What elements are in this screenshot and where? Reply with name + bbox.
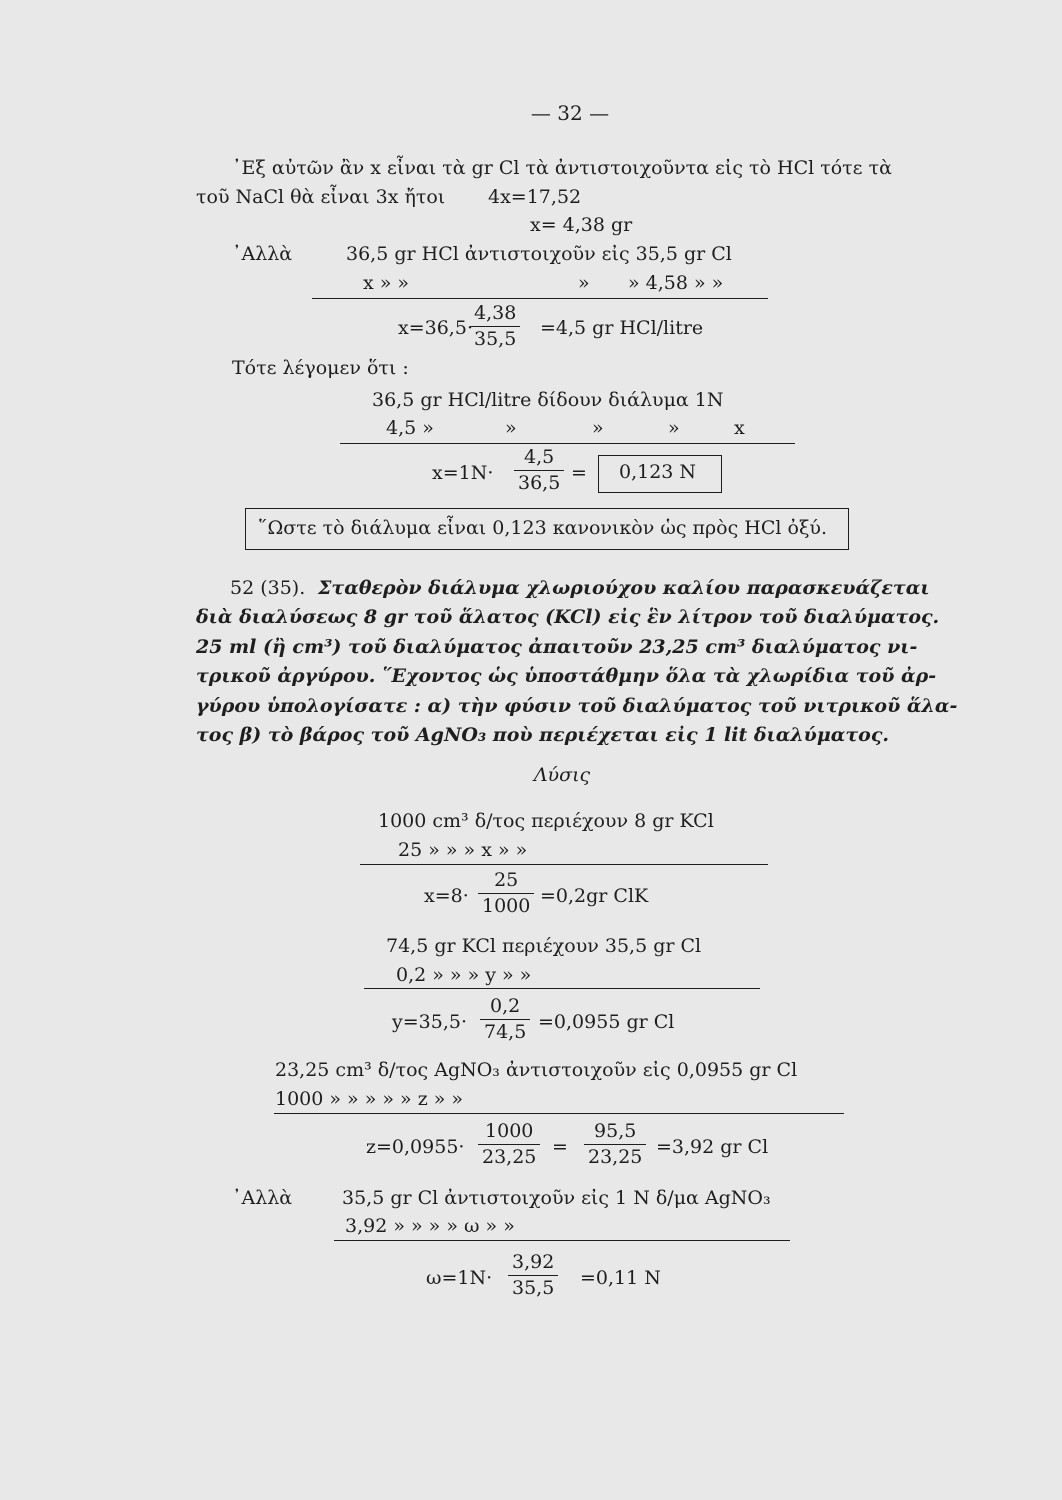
solution-s4-fraction — [508, 1252, 558, 1299]
solution-s2-lhs: y=35,5· — [392, 1011, 467, 1033]
solution-s4-row-1: 35,5 gr Cl ἀντιστοιχοῦν εἰς 1 N δ/μα AgNO₃ — [342, 1187, 771, 1209]
calc1-row-2a: x » » — [363, 272, 410, 294]
calc1-result-lhs: x=36,5· — [398, 317, 473, 339]
solution-heading: Λύσις — [533, 764, 591, 786]
intro-line-3-equation: x= 4,38 gr — [530, 214, 633, 236]
page-number: — 32 — — [530, 101, 610, 125]
problem-line-6: τος β) τὸ βάρος τοῦ AgNO₃ ποὺ περιέχεται εἰς 1 lit διαλύματος. — [196, 724, 890, 746]
calc2-row-2d: » — [668, 417, 680, 439]
solution-s2-denominator: 74,5 — [480, 1019, 530, 1043]
solution-s2-rule — [364, 988, 760, 989]
problem-line-1: Σταθερὸν διάλυμα χλωριούχου καλίου παρασκευάζεται — [318, 577, 930, 599]
solution-s1-fraction — [478, 870, 534, 917]
solution-s3-equals: = — [552, 1136, 568, 1158]
solution-s4-rhs: =0,11 N — [580, 1267, 661, 1289]
problem-line-4: τρικοῦ ἀργύρου. ῞Εχοντος ὡς ὑποστάθμην ὅλα τὰ χλωρίδια τοῦ ἀρ- — [196, 665, 937, 687]
calc2-fraction-denominator: 36,5 — [514, 470, 564, 494]
calc2-tote-label: Τότε λέγομεν ὅτι : — [232, 357, 409, 379]
intro-line-2-equation: 4x=17,52 — [488, 186, 582, 208]
solution-s3-numerator-1: 1000 — [485, 1120, 534, 1142]
solution-s2-row-2: 0,2 » » » y » » — [396, 964, 532, 986]
calc1-rule — [312, 298, 768, 299]
solution-s3-lhs: z=0,0955· — [366, 1136, 465, 1158]
calc1-fraction — [470, 303, 520, 350]
solution-s3-fraction-2 — [584, 1121, 646, 1168]
calc2-fraction-numerator: 4,5 — [524, 446, 555, 468]
conclusion-text: ῞Ωστε τὸ διάλυμα εἶναι 0,123 κανονικὸν ὡς πρὸς HCl ὀξύ. — [258, 517, 827, 539]
problem-number: 52 (35). — [230, 577, 306, 599]
solution-s2-rhs: =0,0955 gr Cl — [538, 1011, 675, 1033]
solution-s2-numerator: 0,2 — [490, 995, 521, 1017]
solution-s4-denominator: 35,5 — [508, 1275, 558, 1299]
problem-line-3: 25 ml (ἢ cm³) τοῦ διαλύματος ἀπαιτοῦν 23,25 cm³ διαλύματος νι- — [196, 636, 918, 658]
solution-s1-lhs: x=8· — [424, 885, 469, 907]
solution-s3-row-2: 1000 » » » » » z » » — [275, 1088, 464, 1110]
solution-s3-fraction-1 — [478, 1121, 540, 1168]
calc2-row-2c: » — [592, 417, 604, 439]
calc1-row-1: 36,5 gr HCl ἀντιστοιχοῦν εἰς 35,5 gr Cl — [346, 243, 732, 265]
solution-s3-denominator-1: 23,25 — [478, 1144, 540, 1168]
calc2-fraction — [514, 447, 564, 494]
solution-s3-row-1: 23,25 cm³ δ/τος AgNO₃ ἀντιστοιχοῦν εἰς 0,0955 gr Cl — [275, 1059, 798, 1081]
calc1-fraction-numerator: 4,38 — [474, 302, 517, 324]
calc2-row-2e: x — [734, 417, 745, 439]
calc1-row-2b: » — [578, 272, 590, 294]
solution-s2-row-1: 74,5 gr KCl περιέχουν 35,5 gr Cl — [386, 935, 702, 957]
solution-s3-rhs: =3,92 gr Cl — [656, 1136, 769, 1158]
solution-s4-label: ᾿Αλλὰ — [232, 1187, 293, 1209]
intro-line-1: ᾿Εξ αὐτῶν ἂν x εἶναι τὰ gr Cl τὰ ἀντιστοιχοῦντα εἰς τὸ HCl τότε τὰ — [232, 157, 892, 179]
calc1-fraction-denominator: 35,5 — [470, 326, 520, 350]
calc2-result-equals: = — [571, 462, 587, 484]
solution-s1-row-2: 25 » » » x » » — [398, 839, 528, 861]
calc2-rule — [340, 443, 795, 444]
solution-s1-denominator: 1000 — [478, 893, 534, 917]
solution-s1-row-1: 1000 cm³ δ/τος περιέχουν 8 gr KCl — [378, 810, 714, 832]
solution-s4-lhs: ω=1N· — [426, 1267, 493, 1289]
intro-line-2-text: τοῦ NaCl θὰ εἶναι 3x ἤτοι — [196, 186, 446, 208]
solution-s1-rule — [360, 864, 768, 865]
solution-s4-rule — [334, 1240, 790, 1241]
problem-line-2: διὰ διαλύσεως 8 gr τοῦ ἅλατος (KCl) εἰς ἓν λίτρον τοῦ διαλύματος. — [196, 606, 940, 628]
solution-s1-rhs: =0,2gr ClK — [540, 885, 649, 907]
solution-s1-numerator: 25 — [494, 869, 519, 891]
calc2-result-lhs: x=1N· — [432, 462, 494, 484]
calc2-boxed-result: 0,123 N — [619, 461, 697, 483]
solution-s4-row-2: 3,92 » » » » ω » » — [345, 1215, 515, 1237]
calc1-alla-label: ᾿Αλλὰ — [232, 243, 293, 265]
calc1-result-rhs: =4,5 gr HCl/litre — [540, 317, 704, 339]
solution-s3-rule — [274, 1113, 844, 1114]
solution-s3-denominator-2: 23,25 — [584, 1144, 646, 1168]
calc2-row-1: 36,5 gr HCl/litre δίδουν διάλυμα 1N — [372, 389, 724, 411]
solution-s2-fraction — [480, 996, 530, 1043]
problem-line-5: γύρου ὑπολογίσατε : α) τὴν φύσιν τοῦ διαλύματος τοῦ νιτρικοῦ ἅλα- — [196, 695, 958, 717]
solution-s4-numerator: 3,92 — [512, 1251, 555, 1273]
calc2-row-2b: » — [505, 417, 517, 439]
calc2-row-2a: 4,5 » — [386, 417, 434, 439]
calc1-row-2c: » 4,58 » » — [628, 272, 724, 294]
solution-s3-numerator-2: 95,5 — [594, 1120, 637, 1142]
